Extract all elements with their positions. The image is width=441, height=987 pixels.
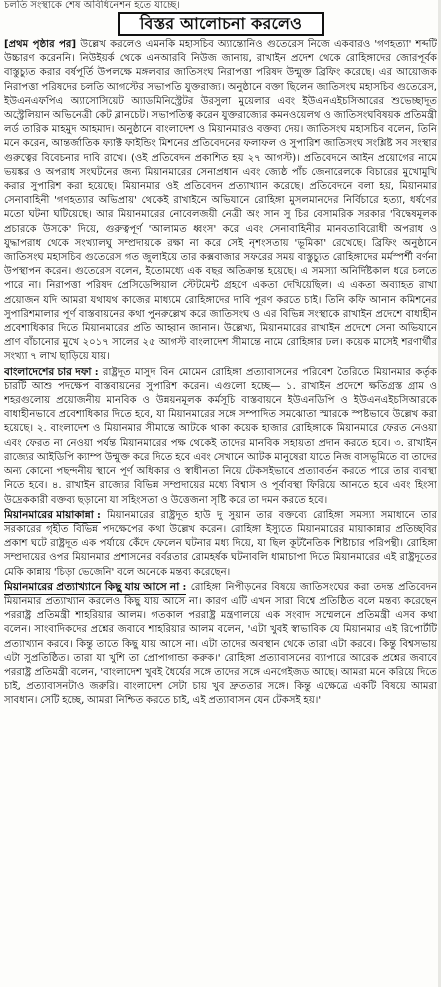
paragraph-intro (4, 38, 437, 365)
article-body (4, 38, 437, 984)
subhead-bangladesh-four-points: বাংলাদেশের চার দফা : (4, 365, 99, 380)
paragraph-myanmar-rejection (4, 580, 437, 709)
paragraph-myanmar-tears (4, 508, 437, 580)
subhead-myanmar-tears: মিয়ানমারের মায়াকান্না : (4, 508, 101, 523)
paragraph-text: রোহিঙ্গা নিপীড়নের বিষয়ে জাতিসংঘের করা তদন্ত প্রতিবেদন মিয়ানমার প্রত্যাখ্যান করলেও কিছু যায় আসে না। কারণ এটি এখন সারা বিশ্বে প্রতিষ্ঠিত বলে মন্তব্য করেছেন পররাষ্ট্র প্রতিমন্ত্রী শাহরিয়ার আলম। গতকাল পররাষ্ট্র মন্ত্রণালয়ে এক সংবাদ সম্মেলনে প্রতিমন্ত্রী এসব কথা বলেন। সাংবাদিকদের প্রশ্নের জবাবে শাহরিয়ার আলম বলেন, 'এটা খুবই স্বাভাবিক যে মিয়ানমার এই রিপোর্টটি প্রত্যাখ্যান করবে। কিন্তু তাতে কিছু যায় আসে না। এটা তাদের অবস্থান থেকে তারা এটা করবে। কিন্তু বিশ্বসভায় এটা সুপ্রতিষ্ঠিত। তারা যা খুশি তা প্রোপাগান্ডা করুক।' রোহিঙ্গা প্রত্যাবাসনের ব্যাপারে আরেক প্রশ্নের জবাবে পররাষ্ট্র প্রতিমন্ত্রী বলেন, 'বাংলাদেশ খুবই ধৈর্যের সঙ্গে তাদের সঙ্গে এনগেইজড আছে। আমরা মনে করিয়ে দিতে চাই, প্রত্যাবাসনটাও জরুরি। বাংলাদেশ সেটা চায় খুব দ্রুততার সঙ্গে। কিন্তু এক্ষেত্রে একটি বিষয়ে আমরা সাবধান। সেটি হচ্ছে, আমরা নিশ্চিত করতে চাই, এই প্রত্যাবাসন যেন টেকসই হয়।' (4, 581, 437, 707)
continuation-marker: [প্রথম পৃষ্ঠার পর] (4, 39, 77, 50)
paragraph-bangladesh-four-points (4, 365, 437, 508)
paragraph-text: মিয়ানমারের রাষ্ট্রদূত হাউ দু সুয়ান তার বক্তব্যে রোহিঙ্গা সমস্যা সমাধানে তার সরকারের গৃহীত বিভিন্ন পদক্ষেপের কথা উল্লেখ করেন। রোহিঙ্গা ইস্যুতে মিয়ানমারের মায়াকান্নার প্রতিচ্ছবির প্রকাশ ঘটে রাষ্ট্রদূত এক পর্যায়ে কেঁদে ফেলেন ঘটনার মধ্য দিয়ে, যা ছিল কূটনৈতিক শিষ্টাচার পরিপন্থী। রোহিঙ্গা সম্প্রদায়ের ওপর মিয়ানমার প্রশাসনের বর্বরতার রোমহর্ষক ঘটনাবলি ধামাচাপা দিতে মিয়ানমারের এই রাষ্ট্রদূতের মেকি কান্নায় 'চিড়া ভেজেনি' বলে অনেকে মন্তব্য করেছেন। (4, 509, 437, 578)
headline: বিস্তর আলোচনা করলেও (139, 13, 303, 33)
subhead-myanmar-rejection: মিয়ানমারের প্রত্যাখ্যানে কিছু যায় আসে না : (4, 580, 186, 595)
top-cut-off-line: চলতি সংস্থাকে শেষ অবিধিনেশন হতে যাচ্ছে। (4, 0, 180, 11)
headline-box (118, 12, 324, 36)
paragraph-text: উল্লেখ করলেও এমনকি মহাসচিব অ্যান্তোনিও গুতেরেস নিজে একবারও 'গণহত্যা' শব্দটি উচ্চারণ করেননি। নিউইয়র্ক থেকে এনআরবি নিউজ জানায়, রাখাইন প্রদেশ থেকে রোহিঙ্গাদের জোরপূর্বক বাস্তুচ্যুত করার বর্ষপূর্তি উপলক্ষে মঙ্গলবার জাতিসংঘ নিরাপত্তা পরিষদ উন্মুক্ত ব্রিফিং করেছে। এর আয়োজক নিরাপত্তা পরিষদের চলতি আগস্টের সভাপতি যুক্তরাজ্য। অনুষ্ঠানে বক্তা ছিলেন জাতিসংঘ মহাসচিব গুতেরেস, ইউএনএফপিএ অ্যাসোসিয়েট অ্যাডমিনিস্ট্রেটর উরসুলা মুয়েলার এবং ইউএনএইচসিআরের শুভেচ্ছাদূত অস্ট্রেলিয়ান অভিনেত্রী কেট ব্লানচেট। সভাপতিত্ব করেন যুক্তরাজ্যের কমনওয়েলথ ও জাতিসংঘবিষয়ক প্রতিমন্ত্রী লর্ড তারিক মাহমুদ আহমাদ। অনুষ্ঠানে বাংলাদেশ ও মিয়ানমারও বক্তব্য দেয়। জাতিসংঘ মহাসচিব বলেন, তিনি মনে করেন, আন্তর্জাতিক ফ্যাক্ট ফাইন্ডিং মিশনের প্রতিবেদনের ফলাফল ও সুপারিশ জাতিসংঘ সংশ্লিষ্ট সব সংস্থার গুরুত্বের বিবেচনার দাবি রাখে। (ওই প্রতিবেদন প্রকাশিত হয় ২৭ আগস্ট)। প্রতিবেদনে আইন প্রয়োগের নামে ভয়ঙ্কর ও অপরাধ সংঘটনের জন্য মিয়ানমারের সেনাপ্রধান এবং জ্যেষ্ঠ পাঁচ জেনারেলকে বিচারের মুখোমুখি করার সুপারিশ করা হয়েছে। মিয়ানমার ওই প্রতিবেদন প্রত্যাখ্যান করেছে। প্রতিবেদনে বলা হয়, মিয়ানমার সেনাবাহিনী 'গণহত্যার অভিপ্রায়' থেকেই রাখাইনে অভিযানে রোহিঙ্গা মুসলমানদের নির্বিচারে হত্যা, ধর্ষণের মতো ঘটনা ঘটিয়েছে। আর মিয়ানমারের নোবেলজয়ী নেত্রী অং সান সু চির বেসামরিক সরকার 'বিদ্বেষমূলক প্রচারকে উসকে' দিয়ে, গুরুত্বপূর্ণ 'আলামত ধ্বংস' করে এবং সেনাবাহিনীর মানবতাবিরোধী অপরাধ ও যুদ্ধাপরাধ থেকে সংখ্যালঘু সম্প্রদায়কে রক্ষা না করে সেই নৃশংসতায় 'ভূমিকা' রেখেছে। ব্রিফিং অনুষ্ঠানে জাতিসংঘ মহাসচিব গুতেরেস গত জুলাইয়ে তার কক্সবাজার সফরের সময় বাস্তুচ্যুত রোহিঙ্গাদের মর্মস্পর্শী বর্ণনা উপস্থাপন করেন। গুতেরেস বলেন, ইতোমধ্যে এক বছর অতিক্রান্ত হয়েছে। এ সমস্যা অনির্দিষ্টকাল ধরে চলতে পারে না। নিরাপত্তা পরিষদ প্রেসিডেন্সিয়াল স্টেটমেন্ট গ্রহণে একতা দেখিয়েছিল। এ একতা অব্যাহত রাখা প্রয়োজন যদি আমরা যথাযথ কাজের মাধ্যমে রোহিঙ্গাদের দাবি পূরণ করতে চাই। তিনি কফি আনান কমিশনের সুপারিশমালার পূর্ণ বাস্তবায়নের কথা পুনরুল্লেখ করে জাতিসংঘ ও এর বিভিন্ন সংস্থাকে রাখাইন প্রদেশে বাধাহীন প্রবেশাধিকার দিতে মিয়ানমারের প্রতি আহ্বান জানান। উল্লেখ্য, মিয়ানমারের রাখাইন প্রদেশে সেনা অভিযানে প্রাণ বাঁচানোর মুখে ২০১৭ সালের ২৫ আগস্ট বাংলাদেশ সীমান্তে নামে রোহিঙ্গার ঢল। কয়েক মাসেই শরণার্থীর সংখ্যা ৭ লাখ ছাড়িয়ে যায়। (4, 39, 437, 363)
paragraph-text: রাষ্ট্রদূত মাসুদ বিন মোমেন রোহিঙ্গা প্রত্যাবাসনের পরিবেশ তৈরিতে মিয়ানমার কর্তৃক চারটি আশু পদক্ষেপ বাস্তবায়নের সুপারিশ করেন। এগুলো হচ্ছে— ১. রাখাইন প্রদেশে ক্ষতিগ্রস্ত গ্রাম ও শহরগুলোয় প্রয়োজনীয় মানবিক ও উন্নয়নমূলক কর্মসূচি বাস্তবায়নে ইউএনডিপি ও ইউএনএইচসিআরকে বাধাহীনভাবে প্রবেশাধিকার দিতে হবে, যা মিয়ানমারের সঙ্গে সম্পাদিত সমঝোতা স্মারকে স্পষ্টভাবে উল্লেখ করা হয়েছে। ২. বাংলাদেশ ও মিয়ানমার সীমান্তে আটকে থাকা কয়েক হাজার রোহিঙ্গাকে মিয়ানমারে ফেরত নেওয়া এবং ফেরত না নেওয়া পর্যন্ত মিয়ানমারের পক্ষ থেকেই তাদের মানবিক সহায়তা প্রদান করতে হবে। ৩. রাখাইন রাজ্যের আইডিপি ক্যাম্প উন্মুক্ত করে দিতে হবে এবং সেখানে আটক মানুষেরা যাতে নিজ বাসভূমিতে বা তাদের অন্য কোনো পছন্দনীয় স্থানে পূর্ণ অধিকার ও স্বাধীনতা নিয়ে টেকসইভাবে প্রত্যাবর্তন করতে পারে তার ব্যবস্থা নিতে হবে। ৪. রাখাইন রাজ্যের বিভিন্ন সম্প্রদায়ের মধ্যে বিশ্বাস ও পূর্বাবস্থা ফিরিয়ে আনতে হবে এবং হিংসা উদ্রেককারী বক্তব্য ছড়ানো যা সহিংসতা ও উত্তেজনা সৃষ্টি করে তা দমন করতে হবে। (4, 366, 437, 506)
